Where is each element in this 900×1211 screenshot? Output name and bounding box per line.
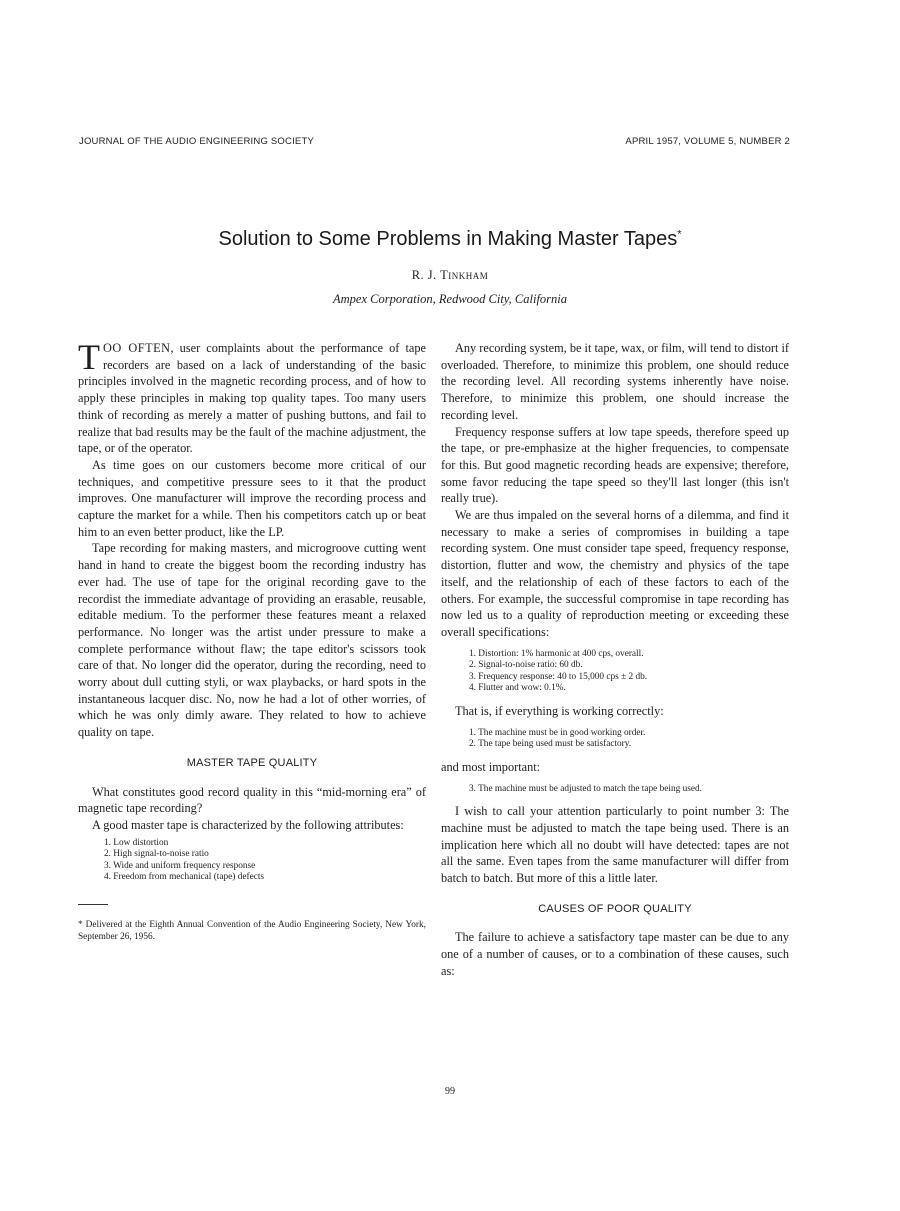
issue-info: APRIL 1957, VOLUME 5, NUMBER 2 <box>625 136 790 147</box>
paragraph-r1: Any recording system, be it tape, wax, or film, will tend to distort if overloaded. Therefore, to minimize this problem, one should reduce the recording level. All recording systems inherently have noise. Therefore, to minimize this problem, one should increase the recording level. <box>441 341 789 422</box>
paragraph-4: What constitutes good record quality in this “mid-morning era” of magnetic tape recording? <box>78 784 426 816</box>
list-item: 1. The machine must be in good working order. <box>469 727 646 738</box>
left-column <box>78 337 426 943</box>
author-affiliation: Ampex Corporation, Redwood City, California <box>332 292 568 306</box>
intro-paragraph <box>78 337 426 457</box>
title-footnote-mark: * <box>677 228 682 241</box>
condition-3-list <box>441 784 789 796</box>
paragraph-r3: We are thus impaled on the several horns of a dilemma, and find it necessary to make a series of compromises in building a tape recording system. One must consider tape speed, frequency response, distortion, flutter and wow, the chemistry and physics of the tape itself, and the relationship of each of these factors to each of the others. For example, the successful compromise in tape recording has now led us to a quality of reproduction meeting or exceeding these overall specifications: <box>441 508 789 639</box>
author-name: R. J. Tinkham <box>411 268 489 282</box>
conditions-list <box>441 728 789 751</box>
list-item: 4. Flutter and wow: 0.1%. <box>469 683 566 694</box>
footnote: * Delivered at the Eighth Annual Convention of the Audio Engineering Society, New York, September 26, 1956. <box>78 920 426 943</box>
title-text: Solution to Some Problems in Making Master Tapes <box>218 228 678 250</box>
paragraph-r2: Frequency response suffers at low tape speeds, therefore speed up the tape, or pre-emphasize at the higher frequencies, to compensate for this. But good magnetic recording heads are expensive; therefore, some favor reducing the tape speed so they'll last longer (this isn't really true). <box>441 424 789 506</box>
attributes-list <box>78 838 426 884</box>
article-title <box>0 228 900 251</box>
paragraph-r6: I wish to call your attention particularly to point number 3: The machine must be adjusted to match the tape being used. There is an implication here which all no doubt will have detected: tapes are not all the same. Even tapes from the same manufacturer will differ from batch to batch. But more of this a little later. <box>441 804 789 886</box>
specifications-list <box>441 649 789 695</box>
paragraph-2: As time goes on our customers become more critical of our techniques, and competitive pressure sees to it that the product improves. One manufacturer will improve the recording process and capture the market for a while. Then his competitors catch up or beat him to an even better product, like the LP. <box>78 457 426 539</box>
paragraph-r5: and most important: <box>441 759 541 774</box>
section-heading-master-tape-quality: MASTER TAPE QUALITY <box>186 756 318 769</box>
list-item: 2. Signal-to-noise ratio: 60 db. <box>469 660 583 671</box>
list-item: 3. The machine must be adjusted to match the tape being used. <box>469 783 702 794</box>
paragraph-3: Tape recording for making masters, and microgroove cutting went hand in hand to create the biggest boom the recording industry has ever had. The use of tape for the original recording gave to the recordist the immediate advantage of providing an erasable, reusable, editable medium. To the performer these features meant a relaxed performance. No longer was the artist under pressure to make a complete performance without flaw; the tape editor's scissors took care of that. No longer did the operator, during the recording, need to worry about dull cutting styli, or wax playbacks, or hard spots in the instantaneous lacquer disc. No, now he had a lot of other worries, of which he was only dimly aware. They related to how to achieve quality on tape. <box>78 541 426 740</box>
journal-name: JOURNAL OF THE AUDIO ENGINEERING SOCIETY <box>79 136 314 147</box>
intro-text: , user complaints about the performance of tape recorders are based on a lack of understanding of the basic principles involved in the magnetic recording process, and of how to apply these principles in making top quality tapes. Too many users think of recording as merely a matter of pushing buttons, and fail to realize that bad results may be the fault of the machine adjustment, the tape, or of the operator. <box>78 341 426 456</box>
list-item: 1. Low distortion <box>104 837 169 848</box>
intro-lead: OO OFTEN <box>103 341 171 355</box>
paragraph-5: A good master tape is characterized by the following attributes: <box>92 817 404 832</box>
list-item: 2. High signal-to-noise ratio <box>104 849 209 860</box>
paragraph-r4: That is, if everything is working correctly: <box>455 704 664 719</box>
list-item: 4. Freedom from mechanical (tape) defects <box>104 872 265 883</box>
page-number: 99 <box>445 1086 455 1097</box>
right-column <box>441 340 789 980</box>
list-item: 3. Frequency response: 40 to 15,000 cps ± 2 db. <box>469 671 648 682</box>
list-item: 3. Wide and uniform frequency response <box>104 860 256 871</box>
footnote-divider <box>78 904 108 905</box>
drop-cap: T <box>78 337 100 377</box>
list-item: 2. The tape being used must be satisfactory. <box>469 739 632 750</box>
paragraph-r7: The failure to achieve a satisfactory tape master can be due to any one of a number of causes, or to a combination of these causes, such as: <box>441 930 789 978</box>
section-heading-causes-of-poor-quality: CAUSES OF POOR QUALITY <box>538 902 692 915</box>
list-item: 1. Distortion: 1% harmonic at 400 cps, overall. <box>469 648 644 659</box>
